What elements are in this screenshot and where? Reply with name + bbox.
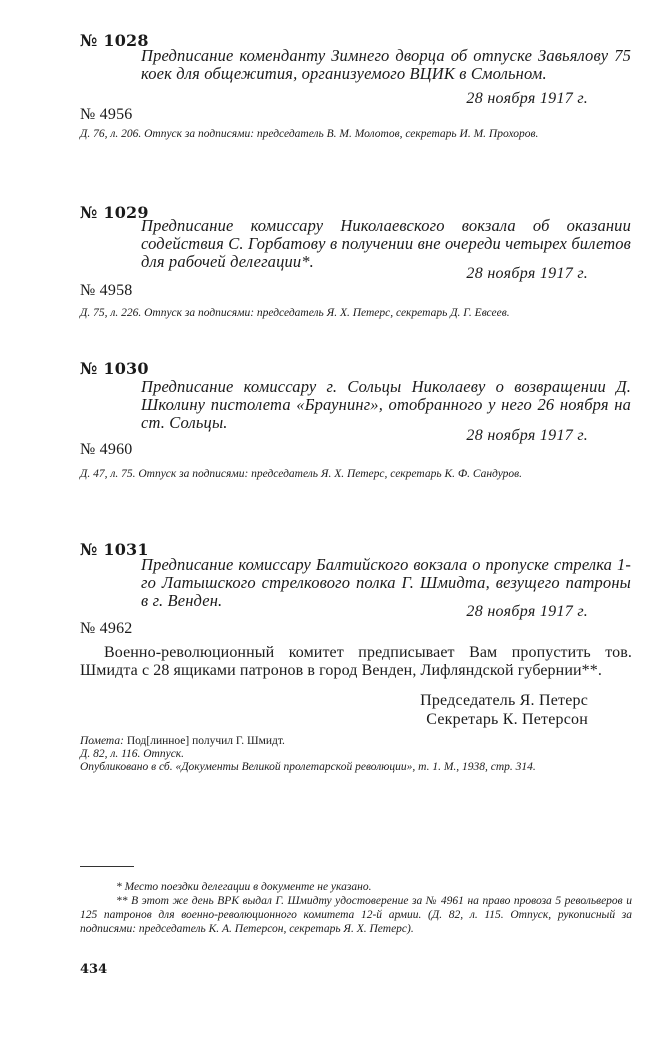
doc-1030-title: Предписание комиссару г. Сольцы Николаеву о возвращении Д. Школину пистолета «Браунинг», отобранного у него 26 ноября на ст. Сольцы. [141,377,631,432]
doc-1028-number: № 1028 [80,31,149,50]
signature-chairman: Председатель Я. Петерс [420,692,588,709]
doc-1030-archive-note: Д. 47, л. 75. Отпуск за подписями: председатель Я. Х. Петерс, секретарь К. Ф. Сандуров. [80,468,523,480]
doc-1031-mark-note [80,734,632,748]
doc-1031-title: Предписание комиссару Балтийского вокзала о пропуске стрелка 1-го Латышского стрелкового полка Г. Шмидта, везущего патроны в г. Венден. [141,555,631,610]
footnote-1: * Место поездки делегации в документе не указано. [116,881,372,893]
doc-1029-number: № 1029 [80,203,149,222]
doc-1031-archive-number: № 4962 [80,620,133,637]
doc-1028-archive-note: Д. 76, л. 206. Отпуск за подписями: председатель В. М. Молотов, секретарь И. М. Прохоров. [80,128,539,140]
doc-1031-date: 28 ноября 1917 г. [466,603,588,620]
footnote-2: ** В этот же день ВРК выдал Г. Шмидту удостоверение за № 4961 на право провоза 5 револьверов и 125 патронов для военно-революционного комитета 12-й армии. (Д. 82, л. 115. Отпуск, рукописный за подписями: председатель К. А. Петерсон, секретарь Я. Х. Петерс). [80,895,632,935]
doc-1031-archive-note: Д. 82, л. 116. Отпуск. [80,748,185,760]
mark-label: Помета: [80,735,124,747]
page-number: 434 [80,962,108,977]
doc-1031-body: Военно-революционный комитет предписывает Вам пропустить тов. Шмидта с 28 ящиками патронов в город Венден, Лифляндской губернии**. [80,644,632,679]
doc-1028-date: 28 ноября 1917 г. [466,90,588,107]
doc-1030-number: № 1030 [80,359,149,378]
doc-1029-date: 28 ноября 1917 г. [466,265,588,282]
doc-1031-number: № 1031 [80,540,149,559]
doc-1030-archive-number: № 4960 [80,441,133,458]
doc-1030-date: 28 ноября 1917 г. [466,427,588,444]
doc-1028-title: Предписание коменданту Зимнего дворца об отпуске Завьялову 75 коек для общежития, организуемого ВЦИК в Смольном. [141,46,631,83]
doc-1028-archive-number: № 4956 [80,106,133,123]
doc-1029-archive-number: № 4958 [80,282,133,299]
doc-1031-published-note: Опубликовано в сб. «Документы Великой пролетарской революции», т. 1. М., 1938, стр. 314. [80,761,536,773]
mark-text: Под[линное] получил Г. Шмидт. [123,735,285,747]
footnote-divider [80,866,134,867]
doc-1029-archive-note: Д. 75, л. 226. Отпуск за подписями: председатель Я. Х. Петерс, секретарь Д. Г. Евсеев. [80,307,510,319]
doc-1029-title: Предписание комиссару Николаевского вокзала об оказании содействия С. Горбатову в получении вне очереди четырех билетов для рабочей делегации*. [141,216,631,271]
signature-secretary: Секретарь К. Петерсон [426,711,588,728]
